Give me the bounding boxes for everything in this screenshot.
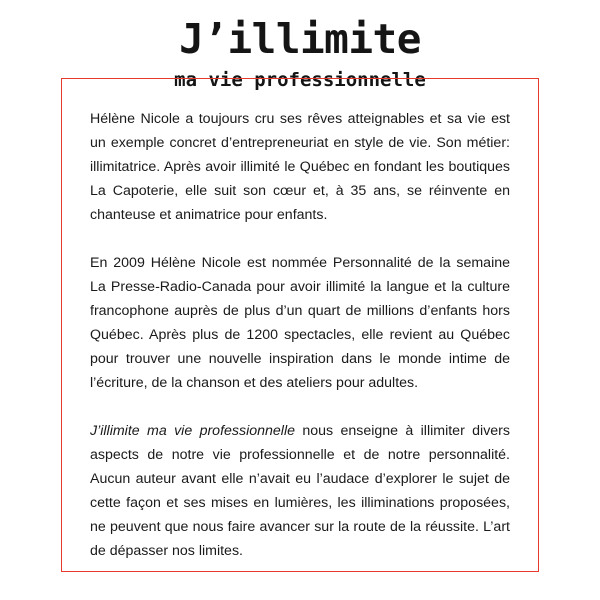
paragraph-3 (90, 419, 510, 563)
paragraph-1: Hélène Nicole a toujours cru ses rêves atteignables et sa vie est un exemple concret d’entrepreneuriat en style de vie. Son métier: illimitatrice. Après avoir illimité le Québec en fondant les boutiques La Capoterie, elle suit son cœur et, à 35 ans, se réinvente en chanteuse et animatrice pour enfants. (90, 111, 510, 223)
page-title: J’illimite (179, 15, 421, 63)
page-subtitle: ma vie professionnelle (174, 69, 426, 92)
text-frame-content (62, 79, 538, 563)
book-title-mention: J’illimite ma vie professionnelle (90, 423, 295, 439)
paragraph-3-rest: nous enseigne à illimiter divers aspects de notre vie professionnelle et de notre personnalité. Aucun auteur avant elle n’avait eu l’audace d’explorer le sujet de cette façon et ses mises en lumières, les illiminations proposées, ne peuvent que nous faire avancer sur la route de la réussite. L’art de dépasser nos limites. (90, 423, 510, 559)
paragraph-2: En 2009 Hélène Nicole est nommée Personnalité de la semaine La Presse-Radio-Canada pour avoir illimité la langue et la culture francophone auprès de plus d’un quart de millions d’enfants hors Québec. Après plus de 1200 spectacles, elle revient au Québec pour trouver une nouvelle inspiration dans le monde intime de l’écriture, de la chanson et des ateliers pour adultes. (90, 255, 510, 391)
text-frame (61, 78, 539, 572)
